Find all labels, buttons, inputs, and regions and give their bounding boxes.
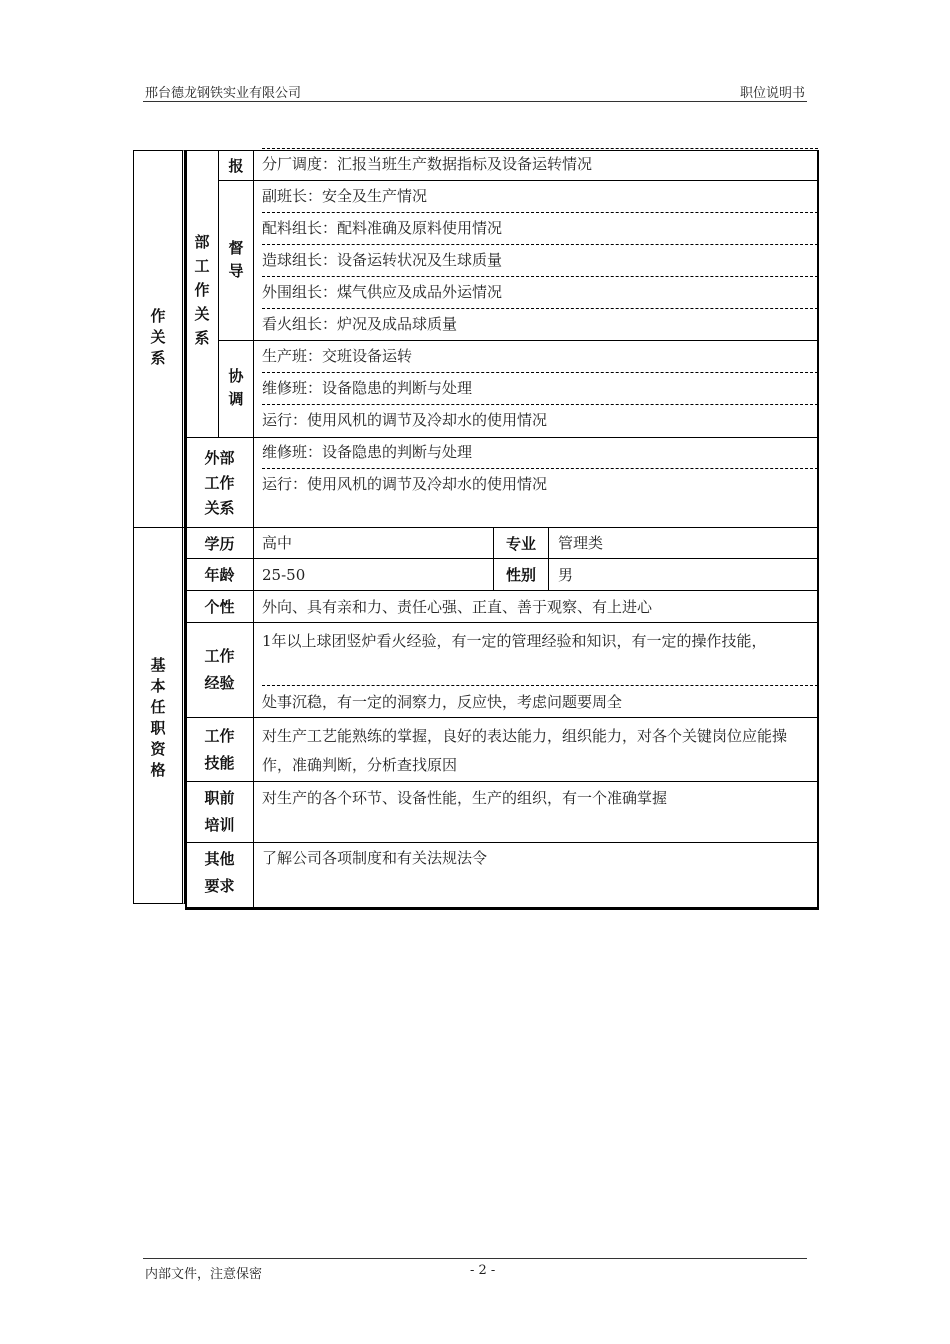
supervise-item: 造球组长：设备运转状况及生球质量 [262,251,503,269]
supervise-item: 看火组长：炉况及成品球质量 [262,315,458,333]
qual-group-char: 基 [150,656,166,674]
skills-label: 工作 技能 [204,726,235,772]
experience-item: 处事沉稳，有一定的洞察力，反应快，考虑问题要周全 [262,693,623,711]
training-label: 职前 培训 [204,789,235,834]
supervise-label: 督 导 [228,239,244,280]
qual-group-char: 任 [150,698,166,716]
coordinate-label: 协 调 [228,367,244,408]
relations-group-cell [133,150,185,528]
qual-group-char: 格 [150,761,166,779]
report-item: 分厂调度：汇报当班生产数据指标及设备运转情况 [262,155,593,173]
other-label: 其他 要求 [204,850,235,895]
major-label: 专业 [505,534,536,553]
coordinate-item: 维修班：设备隐患的判断与处理 [262,379,473,397]
qual-group-char: 资 [150,740,166,758]
coordinate-item: 运行：使用风机的调节及冷却水的使用情况 [262,411,548,429]
supervise-item: 外围组长：煤气供应及成品外运情况 [262,283,503,301]
age-label: 年龄 [204,566,235,584]
qualifications-group-cell [133,527,185,904]
external-item: 维修班：设备隐患的判断与处理 [262,443,473,461]
education-label: 学历 [204,534,235,553]
confidential-note: 内部文件，注意保密 [145,1267,263,1282]
footer-divider [143,1258,807,1259]
personality-value: 外向、具有亲和力、责任心强、正直、善于观察、有上进心 [262,598,653,616]
supervise-item: 副班长：安全及生产情况 [262,187,428,205]
gender-value: 男 [558,566,574,584]
other-value: 了解公司各项制度和有关法规法令 [262,849,488,867]
relations-group-char: 关 [150,327,166,346]
external-item: 运行：使用风机的调节及冷却水的使用情况 [262,475,548,493]
training-value: 对生产的各个环节、设备性能，生产的组织，有一个准确掌握 [262,789,668,807]
header-divider [143,101,807,102]
internal-relations-label: 部 工 作 关 系 [194,232,210,347]
company-name: 邢台德龙钢铁实业有限公司 [145,86,302,101]
external-relations-label: 外部 工作 关系 [204,448,235,517]
page-number: - 2 - [470,1263,496,1278]
relations-group-char: 系 [150,348,166,367]
qual-group-char: 职 [150,719,166,737]
personality-label: 个性 [204,597,235,616]
document-title: 职位说明书 [739,86,805,101]
experience-label: 工作 经验 [204,646,235,692]
education-value: 高中 [262,534,293,552]
coordinate-item: 生产班：交班设备运转 [262,347,413,365]
experience-item: 1年以上球团竖炉看火经验，有一定的管理经验和知识，有一定的操作技能， [262,632,767,650]
qual-group-char: 本 [150,677,166,695]
gender-label: 性别 [505,566,536,584]
age-value: 25-50 [262,566,306,584]
supervise-item: 配料组长：配料准确及原料使用情况 [262,219,503,237]
report-label: 报 [228,156,244,175]
relations-group-char: 作 [150,306,166,325]
skills-value: 对生产工艺能熟练的掌握，良好的表达能力，组织能力，对各个关键岗位应能操作，准确判断，分析查找原因 [262,727,788,774]
major-value: 管理类 [558,534,604,552]
